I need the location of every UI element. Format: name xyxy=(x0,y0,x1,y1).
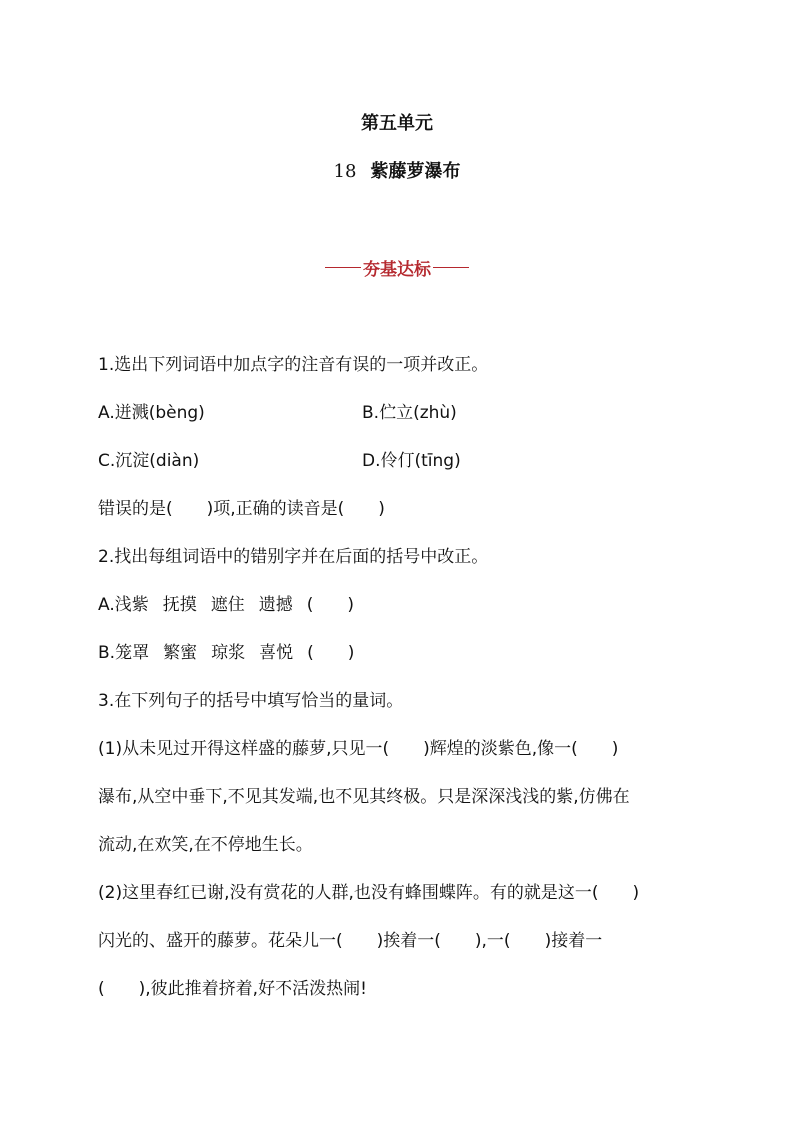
q1-stem: 1.选出下列词语中加点字的注音有误的一项并改正。 xyxy=(98,355,489,375)
q1-option-c: C.沉淀(diàn) xyxy=(98,451,200,471)
section-rule-right xyxy=(433,267,469,268)
q3-p2-line1: (2)这里春红已谢,没有赏花的人群,也没有蜂围蝶阵。有的就是这一( ) xyxy=(98,883,640,903)
q2-row-b-blank: ( ) xyxy=(307,643,355,663)
q1-option-b: B.伫立(zhù) xyxy=(362,403,457,423)
q2-row-a-word: 遗撼 xyxy=(258,595,293,615)
lesson-name: 紫藤萝瀑布 xyxy=(370,161,461,182)
q3-p2-line2: 闪光的、盛开的藤萝。花朵儿一( )挨着一( ),一( )接着一 xyxy=(98,931,603,951)
q3-p1-line2: 瀑布,从空中垂下,不见其发端,也不见其终极。只是深深浅浅的紫,仿佛在 xyxy=(98,787,630,807)
q2-row-b-prefix: B. xyxy=(98,643,116,663)
unit-title: 第五单元 xyxy=(361,113,433,134)
q2-row-b xyxy=(98,638,354,663)
q1-answer-line: 错误的是( )项,正确的读音是( ) xyxy=(98,499,385,519)
section-rule-left xyxy=(325,267,361,268)
q2-row-a-prefix: A. xyxy=(98,595,115,615)
q3-p1-line1: (1)从未见过开得这样盛的藤萝,只见一( )辉煌的淡紫色,像一( ) xyxy=(98,739,619,759)
q1-option-d: D.伶仃(tīng) xyxy=(362,451,461,471)
section-header xyxy=(0,255,794,280)
q2-row-b-word: 笼罩 xyxy=(115,643,150,663)
q3-p2-line3: ( ),彼此推着挤着,好不活泼热闹! xyxy=(98,979,367,999)
lesson-number: 18 xyxy=(333,161,357,182)
q2-row-a xyxy=(98,590,354,615)
section-label: 夯基达标 xyxy=(363,260,431,280)
q2-row-b-word: 喜悦 xyxy=(259,643,294,663)
q2-row-b-word: 繁蜜 xyxy=(163,643,198,663)
q3-p1-line3: 流动,在欢笑,在不停地生长。 xyxy=(98,835,313,855)
q1-option-a: A.迸溅(bèng) xyxy=(98,403,205,423)
q3-stem: 3.在下列句子的括号中填写恰当的量词。 xyxy=(98,691,404,711)
q2-row-b-word: 琼浆 xyxy=(211,643,246,663)
q2-row-a-word: 浅紫 xyxy=(114,595,149,615)
q2-stem: 2.找出每组词语中的错别字并在后面的括号中改正。 xyxy=(98,547,489,567)
q2-row-a-word: 遮住 xyxy=(210,595,245,615)
q2-row-a-blank: ( ) xyxy=(306,595,354,615)
q2-row-a-word: 抚摸 xyxy=(162,595,197,615)
lesson-title xyxy=(0,157,794,183)
